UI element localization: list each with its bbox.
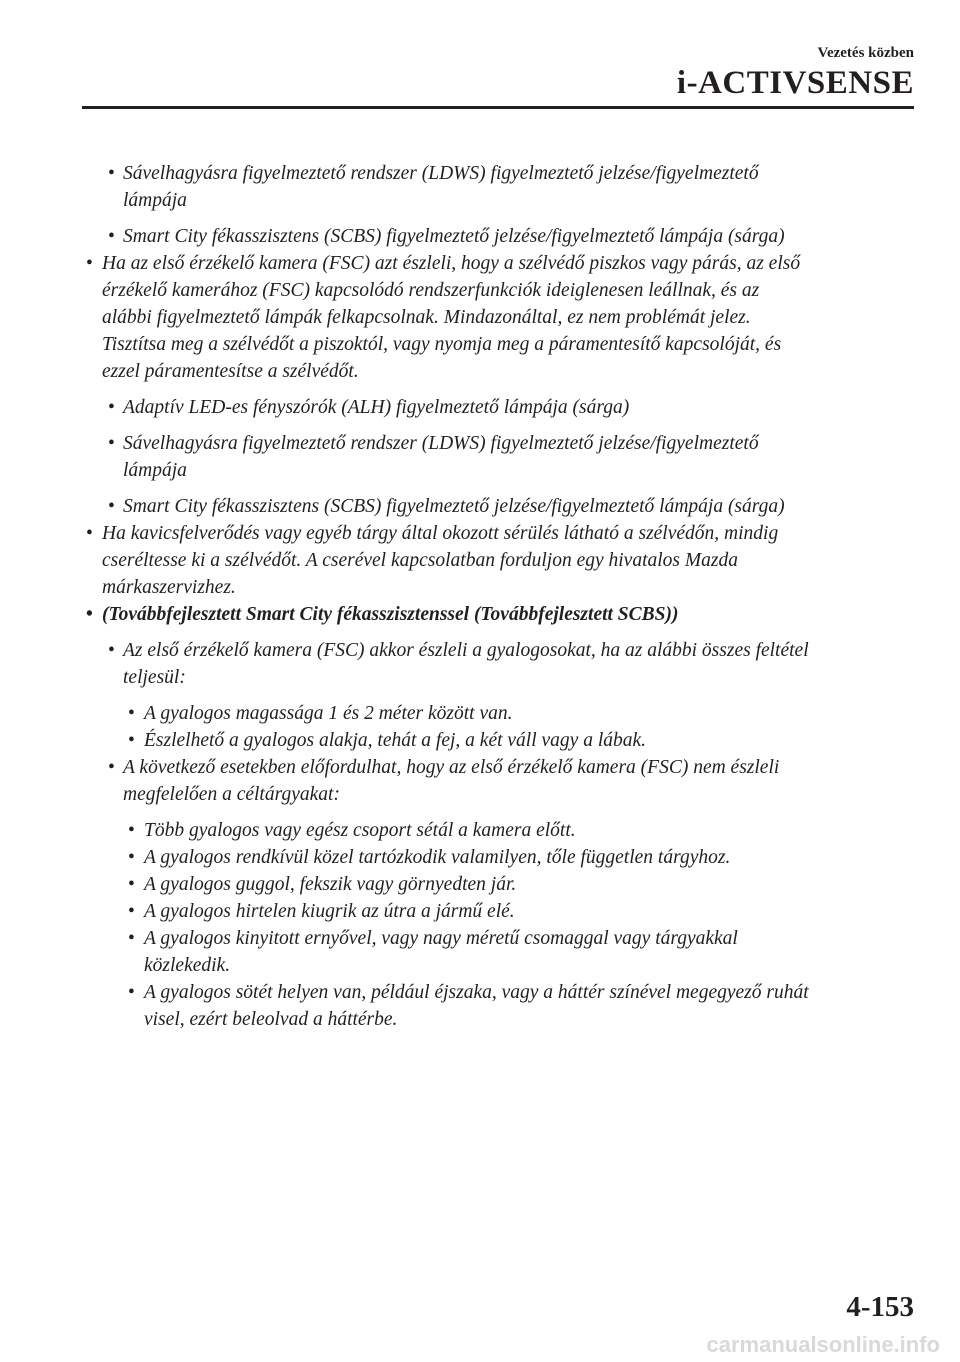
list-item-line: visel, ezért beleolvad a háttérbe. [144,1009,398,1030]
list-item-line: A gyalogos rendkívül közel tartózkodik valamilyen, tőle független tárgyhoz. [144,847,731,868]
bullet-icon: • [128,730,135,751]
list-item [0,754,923,808]
bullet-icon: • [108,757,115,778]
list-item [0,394,923,421]
list-item-line: Észlelhető a gyalogos alakja, tehát a fej, a két váll vagy a lábak. [144,730,647,751]
bullet-icon: • [128,874,135,895]
watermark: carmanualsonline.info [706,1332,940,1357]
list-item [0,493,923,520]
bullet-icon: • [128,928,135,949]
bullet-icon: • [108,226,115,247]
list-item [0,979,944,1033]
list-item [0,844,944,871]
list-item-line: Sávelhagyásra figyelmeztető rendszer (LDWS) figyelmeztető jelzése/figyelmeztető [123,433,759,454]
bullet-icon: • [108,397,115,418]
list-item [0,250,902,385]
bullet-icon: • [108,640,115,661]
list-item-line: cseréltesse ki a szélvédőt. A cserével kapcsolatban forduljon egy hivatalos Mazda [102,550,738,571]
list-item [0,727,944,754]
page-header [677,44,914,102]
list-item-line: Több gyalogos vagy egész csoport sétál a kamera előtt. [144,820,576,841]
list-item [0,925,944,979]
list-item-line: (Továbbfejlesztett Smart City fékasszisztenssel (Továbbfejlesztett SCBS)) [102,604,679,625]
list-item [0,898,944,925]
list-item-line: A következő esetekben előfordulhat, hogy az első érzékelő kamera (FSC) nem észleli [123,757,780,778]
list-item-line: teljesül: [123,667,186,688]
list-item-line: Smart City fékasszisztens (SCBS) figyelmeztető jelzése/figyelmeztető lámpája (sárga) [123,226,785,247]
bullet-icon: • [128,847,135,868]
list-item-line: Adaptív LED-es fényszórók (ALH) figyelmeztető lámpája (sárga) [123,397,630,418]
section-title: Vezetés közben [817,45,914,61]
list-item-line: A gyalogos kinyitott ernyővel, vagy nagy méretű csomaggal vagy tárgyakkal [144,928,738,949]
bullet-icon: • [108,496,115,517]
bullet-icon: • [86,604,93,625]
page-number: 4-153 [846,1291,914,1323]
list-item-line: A gyalogos magassága 1 és 2 méter között van. [144,703,513,724]
list-item-line: Ha kavicsfelverődés vagy egyéb tárgy által okozott sérülés látható a szélvédőn, mindig [102,523,779,544]
list-item-line: érzékelő kamerához (FSC) kapcsolódó rendszerfunkciók ideiglenesen leállnak, és az [102,280,760,301]
list-item-line: Ha az első érzékelő kamera (FSC) azt észleli, hogy a szélvédő piszkos vagy párás, az első [102,253,801,274]
list-item [0,637,923,691]
bullet-icon: • [128,703,135,724]
list-item-line: közlekedik. [144,955,231,976]
list-item-line: Smart City fékasszisztens (SCBS) figyelmeztető jelzése/figyelmeztető lámpája (sárga) [123,496,785,517]
bullet-icon: • [108,163,115,184]
list-item-line: Sávelhagyásra figyelmeztető rendszer (LDWS) figyelmeztető jelzése/figyelmeztető [123,163,759,184]
bullet-icon: • [128,901,135,922]
chapter-title: i-ACTIVSENSE [676,65,914,101]
bullet-icon: • [86,523,93,544]
document-body [0,160,960,1033]
list-item-line: ezzel páramentesítse a szélvédőt. [102,361,359,382]
list-item-line: lámpája [123,460,187,481]
list-item-line: A gyalogos sötét helyen van, például éjszaka, vagy a háttér színével megegyező ruhát [144,982,809,1003]
list-item [0,700,944,727]
list-item-line: márkaszervizhez. [102,577,236,598]
list-item [0,430,923,484]
list-item [0,871,944,898]
list-item-line: A gyalogos guggol, fekszik vagy görnyedten jár. [144,874,517,895]
list-item [0,817,944,844]
list-item-line: Az első érzékelő kamera (FSC) akkor észleli a gyalogosokat, ha az alábbi összes feltétel [123,640,809,661]
list-item [0,223,923,250]
list-item-line: Tisztítsa meg a szélvédőt a piszoktól, vagy nyomja meg a páramentesítő kapcsolóját, és [102,334,782,355]
bullet-icon: • [86,253,93,274]
list-item-line: lámpája [123,190,187,211]
list-item-line: megfelelően a céltárgyakat: [123,784,340,805]
bullet-icon: • [108,433,115,454]
bullet-icon: • [128,982,135,1003]
list-item [0,601,902,628]
list-item [0,520,902,601]
list-item-line: A gyalogos hirtelen kiugrik az útra a jármű elé. [144,901,515,922]
list-item [0,160,923,214]
bullet-icon: • [128,820,135,841]
list-item-line: alábbi figyelmeztető lámpák felkapcsolnak. Mindazonáltal, ez nem problémát jelez. [102,307,751,328]
header-divider [82,106,914,109]
